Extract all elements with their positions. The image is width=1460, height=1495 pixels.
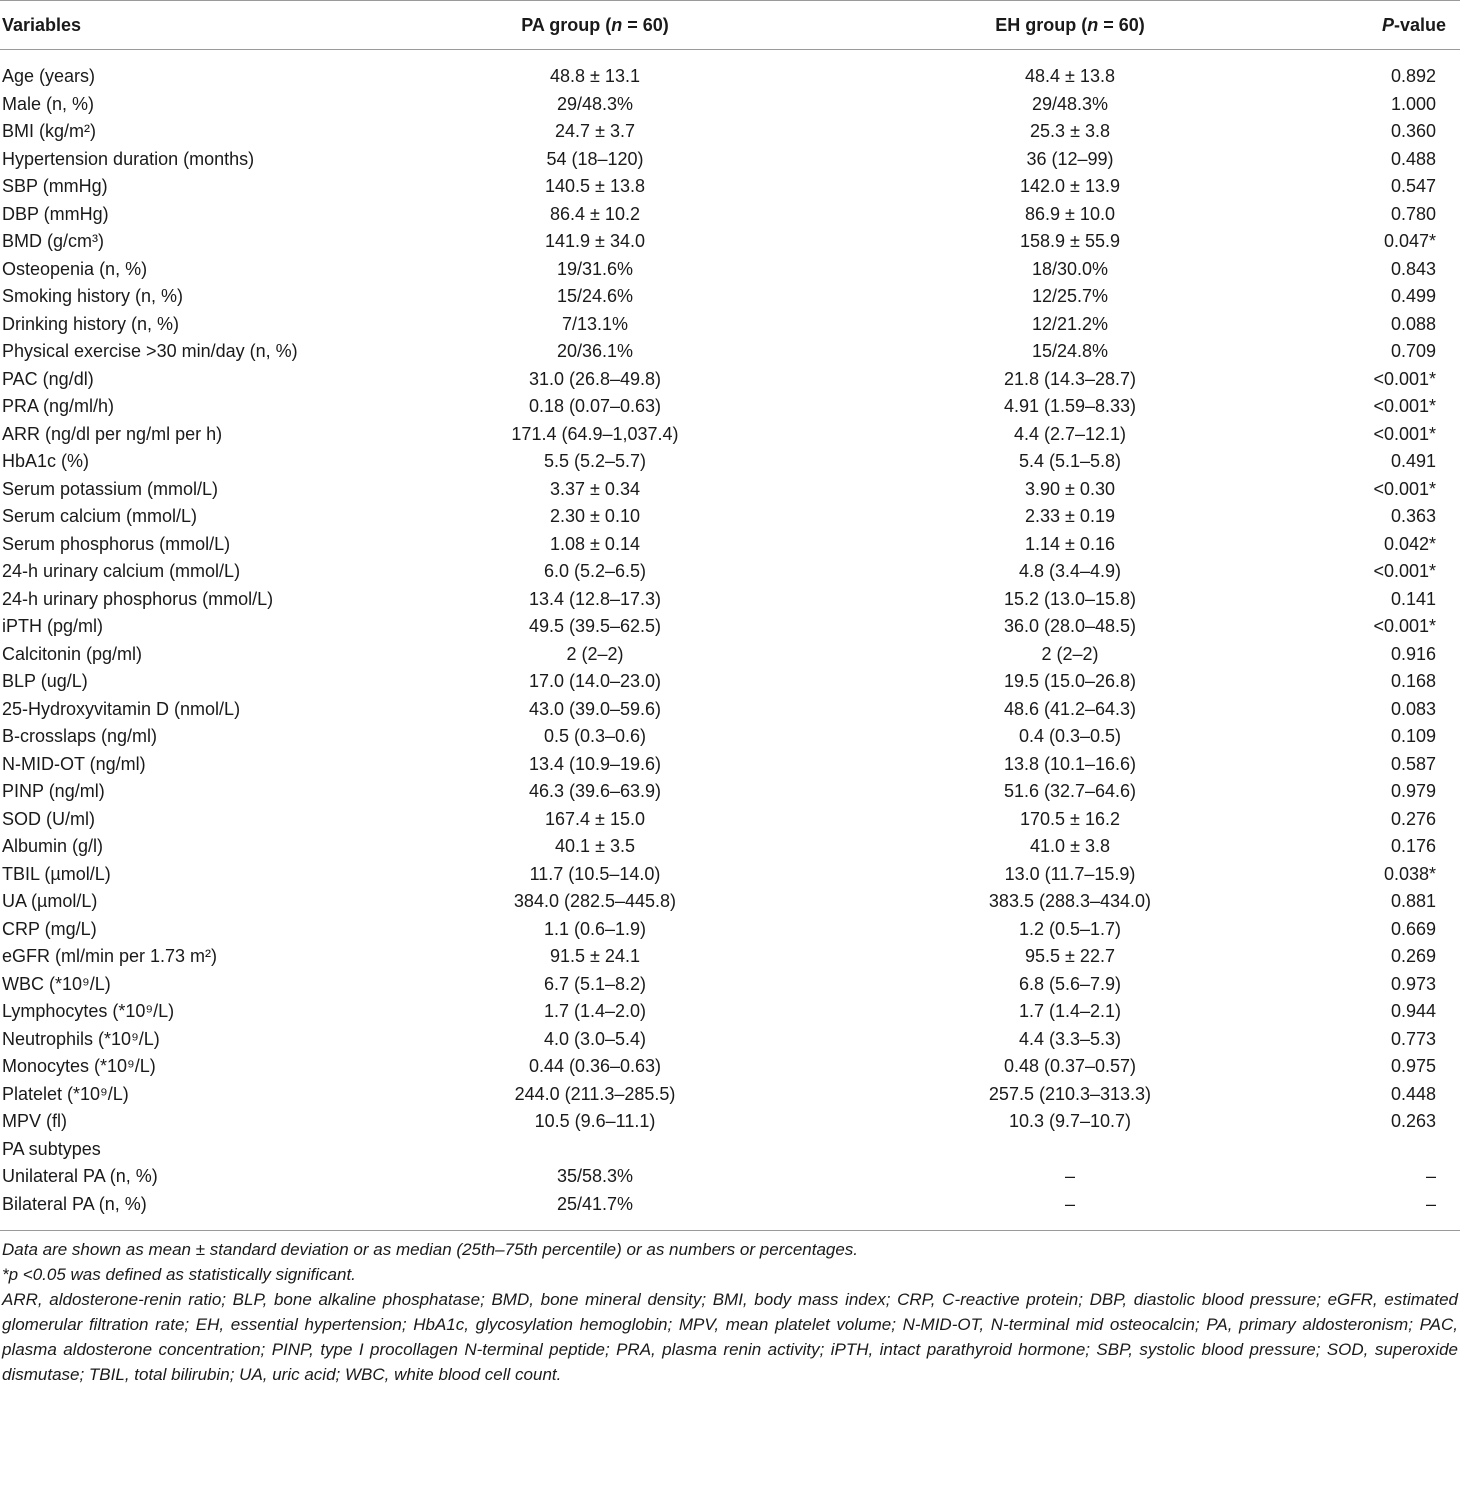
- variable-cell: Lymphocytes (*10⁹/L): [2, 1001, 175, 1021]
- header-p-italic: P: [1381, 14, 1394, 35]
- variable-cell: B-crosslaps (ng/ml): [2, 726, 158, 746]
- variable-cell: Serum phosphorus (mmol/L): [2, 533, 231, 554]
- variable-cell: 24-h urinary calcium (mmol/L): [2, 561, 241, 581]
- eh-group-cell: 257.5 (210.3–313.3): [988, 1083, 1152, 1104]
- p-value-cell: 0.587: [1390, 753, 1436, 774]
- table-row: [0, 146, 1460, 174]
- pa-group-cell: 24.7 ± 3.7: [555, 121, 635, 141]
- table-row: [0, 1081, 1460, 1109]
- eh-group-cell: 13.0 (11.7–15.9): [1004, 863, 1136, 884]
- pa-group-cell: 1.1 (0.6–1.9): [543, 918, 647, 939]
- table-row: [0, 888, 1460, 916]
- header-eh-label: EH group (: [995, 14, 1088, 35]
- table-body: [0, 50, 1460, 1231]
- table-row: [0, 1191, 1460, 1231]
- eh-group-cell: 41.0 ± 3.8: [1030, 836, 1110, 856]
- table-row: [0, 201, 1460, 229]
- eh-group-cell: 36 (12–99): [1026, 148, 1114, 169]
- table-row: [0, 696, 1460, 724]
- variable-cell: 24-h urinary phosphorus (mmol/L): [2, 588, 274, 609]
- table-row: [0, 998, 1460, 1026]
- pa-group-cell: 7/13.1%: [561, 313, 629, 334]
- p-value-cell: 0.263: [1390, 1111, 1436, 1131]
- table-row: [0, 1163, 1460, 1191]
- variable-cell: Bilateral PA (n, %): [0, 1191, 330, 1231]
- pa-group-cell: 4.0 (3.0–5.4): [543, 1028, 647, 1049]
- eh-group-cell: 3.90 ± 0.30: [1025, 478, 1115, 499]
- variable-cell: eGFR (ml/min per 1.73 m²): [2, 946, 218, 966]
- header-pa-group: [330, 1, 860, 50]
- variable-cell: Osteopenia (n, %): [2, 258, 148, 279]
- eh-group-cell: 86.9 ± 10.0: [1025, 203, 1115, 224]
- eh-group-cell: 0.48 (0.37–0.57): [1003, 1056, 1137, 1076]
- variable-cell: Unilateral PA (n, %): [2, 1166, 158, 1186]
- p-value-cell: 0.916: [1390, 643, 1436, 664]
- pa-group-cell: 46.3 (39.6–63.9): [528, 781, 662, 801]
- pa-group-cell: 0.18 (0.07–0.63): [528, 396, 662, 416]
- eh-group-cell: 12/25.7%: [1031, 286, 1109, 306]
- table-row: [0, 421, 1460, 449]
- pa-group-cell: 49.5 (39.5–62.5): [528, 616, 662, 636]
- pa-group-cell: 0.5 (0.3–0.6): [543, 726, 647, 746]
- variable-cell: Neutrophils (*10⁹/L): [2, 1028, 160, 1049]
- p-value-cell: 0.276: [1390, 808, 1436, 829]
- pa-group-cell: 25/41.7%: [330, 1191, 860, 1231]
- p-value-cell: 0.547: [1390, 176, 1436, 196]
- pa-group-cell: 54 (18–120): [546, 148, 644, 169]
- p-value-cell: 0.176: [1390, 836, 1436, 856]
- p-value-cell: 0.088: [1390, 313, 1436, 334]
- eh-group-cell: 4.4 (3.3–5.3): [1018, 1028, 1122, 1049]
- variable-cell: Smoking history (n, %): [2, 286, 184, 306]
- table-row: [0, 943, 1460, 971]
- table-row: [0, 393, 1460, 421]
- variable-cell: Male (n, %): [2, 93, 95, 114]
- pa-group-cell: 6.7 (5.1–8.2): [543, 973, 647, 994]
- p-value-cell: 0.881: [1390, 891, 1436, 911]
- eh-group-cell: 25.3 ± 3.8: [1030, 121, 1110, 141]
- p-value-cell: <0.001*: [1373, 423, 1436, 444]
- table-row: [0, 366, 1460, 394]
- pa-group-cell: 13.4 (12.8–17.3): [528, 588, 662, 609]
- pa-group-cell: 5.5 (5.2–5.7): [543, 451, 647, 471]
- pa-group-cell: 31.0 (26.8–49.8): [528, 368, 662, 389]
- header-row: [0, 1, 1460, 50]
- variable-cell: Physical exercise >30 min/day (n, %): [2, 341, 298, 361]
- p-value-cell: –: [1425, 1166, 1436, 1186]
- pa-group-cell: 2 (2–2): [566, 643, 624, 664]
- table-row: [0, 641, 1460, 669]
- header-pa-n: n: [611, 14, 623, 35]
- eh-group-cell: 10.3 (9.7–10.7): [1008, 1111, 1132, 1131]
- header-eh-group: [860, 1, 1280, 50]
- variable-cell: Hypertension duration (months): [2, 148, 255, 169]
- pa-group-cell: 384.0 (282.5–445.8): [513, 891, 677, 911]
- p-value-cell: 0.109: [1390, 726, 1436, 746]
- table-row: [0, 861, 1460, 889]
- p-value-cell: <0.001*: [1373, 478, 1436, 499]
- eh-group-cell: 51.6 (32.7–64.6): [1003, 781, 1137, 801]
- table-row: [0, 1108, 1460, 1136]
- pa-group-cell: 3.37 ± 0.34: [550, 478, 640, 499]
- variable-cell: BMD (g/cm³): [2, 231, 104, 251]
- table-row: [0, 448, 1460, 476]
- header-variables: Variables: [0, 1, 330, 50]
- eh-group-cell: 6.8 (5.6–7.9): [1018, 973, 1122, 994]
- eh-group-cell: 13.8 (10.1–16.6): [1003, 753, 1137, 774]
- pa-group-cell: 171.4 (64.9–1,037.4): [511, 423, 679, 444]
- pa-group-cell: 40.1 ± 3.5: [555, 836, 635, 856]
- pa-group-cell: 0.44 (0.36–0.63): [528, 1056, 662, 1076]
- pa-group-cell: 244.0 (211.3–285.5): [514, 1083, 676, 1104]
- variable-cell: N-MID-OT (ng/ml): [2, 753, 146, 774]
- variable-cell: WBC (*10⁹/L): [2, 973, 111, 994]
- eh-group-cell: –: [1064, 1166, 1075, 1186]
- p-value-cell: 0.491: [1390, 451, 1436, 471]
- variable-cell: UA (µmol/L): [2, 891, 98, 911]
- table-row: [0, 1136, 1460, 1164]
- p-value-cell: 0.843: [1390, 258, 1436, 279]
- variable-cell: DBP (mmHg): [2, 203, 109, 224]
- table-row: [0, 50, 1460, 91]
- p-value-cell: <0.001*: [1373, 561, 1436, 581]
- eh-group-cell: 19.5 (15.0–26.8): [1003, 671, 1137, 691]
- eh-group-cell: 21.8 (14.3–28.7): [1003, 368, 1137, 389]
- eh-group-cell: 4.91 (1.59–8.33): [1003, 396, 1137, 416]
- eh-group-cell: –: [860, 1191, 1280, 1231]
- variable-cell: PA subtypes: [2, 1138, 101, 1159]
- pa-group-cell: 43.0 (39.0–59.6): [528, 698, 662, 719]
- pa-group-cell: 6.0 (5.2–6.5): [543, 561, 647, 581]
- eh-group-cell: 15/24.8%: [1031, 341, 1109, 361]
- table-row: [0, 531, 1460, 559]
- header-pa-label: PA group (: [521, 14, 612, 35]
- variable-cell: PAC (ng/dl): [2, 368, 94, 389]
- pa-group-cell: 13.4 (10.9–19.6): [528, 753, 662, 774]
- pa-group-cell: 17.0 (14.0–23.0): [528, 671, 662, 691]
- eh-group-cell: 4.4 (2.7–12.1): [1013, 423, 1127, 444]
- p-value-cell: 0.488: [1390, 148, 1436, 169]
- variable-cell: PRA (ng/ml/h): [2, 396, 115, 416]
- pa-group-cell: 11.7 (10.5–14.0): [529, 863, 661, 884]
- significance-note: *p <0.05 was defined as statistically significant.: [2, 1265, 356, 1284]
- eh-group-cell: [860, 1136, 1280, 1164]
- table-row: [0, 916, 1460, 944]
- pa-group-cell: 48.8 ± 13.1: [550, 66, 640, 86]
- eh-group-cell: 36.0 (28.0–48.5): [1003, 616, 1137, 636]
- header-eh-n: n: [1087, 14, 1099, 35]
- pa-group-cell: 20/36.1%: [556, 341, 634, 361]
- pa-group-cell: 19/31.6%: [556, 258, 634, 279]
- p-value-cell: 0.363: [1390, 506, 1436, 526]
- p-value-cell: 0.979: [1390, 781, 1436, 801]
- table-row: [0, 751, 1460, 779]
- p-value-cell: 0.038*: [1383, 863, 1436, 884]
- eh-group-cell: 0.4 (0.3–0.5): [1018, 726, 1122, 746]
- p-value-cell: 0.973: [1390, 973, 1436, 994]
- variable-cell: PINP (ng/ml): [2, 781, 105, 801]
- p-value-cell: 0.709: [1390, 341, 1436, 361]
- variable-cell: BLP (ug/L): [2, 671, 88, 691]
- p-value-cell: <0.001*: [1373, 396, 1436, 416]
- eh-group-cell: 48.6 (41.2–64.3): [1003, 698, 1137, 719]
- eh-group-cell: 2 (2–2): [1041, 643, 1099, 664]
- eh-group-cell: 15.2 (13.0–15.8): [1003, 588, 1137, 609]
- eh-group-cell: 12/21.2%: [1031, 313, 1109, 334]
- pa-group-cell: 91.5 ± 24.1: [550, 946, 640, 966]
- table-row: [0, 558, 1460, 586]
- p-value-cell: 0.141: [1390, 588, 1436, 609]
- eh-group-cell: 95.5 ± 22.7: [1025, 946, 1115, 966]
- p-value-cell: 0.944: [1390, 1001, 1436, 1021]
- eh-group-cell: 48.4 ± 13.8: [1025, 66, 1115, 86]
- p-value-cell: 0.773: [1390, 1028, 1436, 1049]
- variable-cell: Age (years): [2, 66, 96, 86]
- eh-group-cell: 1.14 ± 0.16: [1025, 533, 1115, 554]
- variable-cell: 25-Hydroxyvitamin D (nmol/L): [2, 698, 241, 719]
- eh-group-cell: 158.9 ± 55.9: [1020, 231, 1120, 251]
- table-row: [0, 91, 1460, 119]
- p-value-cell: 0.448: [1390, 1083, 1436, 1104]
- pa-group-cell: 29/48.3%: [556, 93, 634, 114]
- table-row: [0, 311, 1460, 339]
- table-footnotes: [0, 1231, 1460, 1387]
- pa-group-cell: 15/24.6%: [556, 286, 634, 306]
- table-row: [0, 118, 1460, 146]
- pa-group-cell: 2.30 ± 0.10: [550, 506, 640, 526]
- p-value-cell: 0.669: [1390, 918, 1436, 939]
- p-value-cell: 0.042*: [1383, 533, 1436, 554]
- table-header: [0, 1, 1460, 50]
- eh-group-cell: 1.2 (0.5–1.7): [1018, 918, 1122, 939]
- pa-group-cell: 167.4 ± 15.0: [545, 808, 645, 829]
- eh-group-cell: 142.0 ± 13.9: [1020, 176, 1120, 196]
- p-value-cell: 0.499: [1390, 286, 1436, 306]
- p-value-cell: 0.975: [1390, 1056, 1436, 1076]
- variable-cell: SOD (U/ml): [2, 808, 95, 829]
- pa-group-cell: 86.4 ± 10.2: [550, 203, 640, 224]
- table-row: [0, 283, 1460, 311]
- pa-group-cell: [330, 1136, 860, 1164]
- pa-group-cell: 141.9 ± 34.0: [545, 231, 645, 251]
- table-row: [0, 1053, 1460, 1081]
- p-value-cell: <0.001*: [1373, 368, 1436, 389]
- table-row: [0, 971, 1460, 999]
- p-value-cell: 0.269: [1390, 946, 1436, 966]
- pa-group-cell: 1.08 ± 0.14: [550, 533, 640, 554]
- variable-cell: CRP (mg/L): [2, 918, 97, 939]
- pa-group-cell: 1.7 (1.4–2.0): [543, 1001, 647, 1021]
- table-row: [0, 586, 1460, 614]
- table-row: [0, 173, 1460, 201]
- table-row: [0, 833, 1460, 861]
- variable-cell: iPTH (pg/ml): [2, 616, 104, 636]
- header-p-rest: -value: [1393, 14, 1446, 35]
- pa-group-cell: 35/58.3%: [556, 1166, 634, 1186]
- table-row: [0, 723, 1460, 751]
- table-row: [0, 778, 1460, 806]
- eh-group-cell: 170.5 ± 16.2: [1020, 808, 1120, 829]
- pa-group-cell: 10.5 (9.6–11.1): [534, 1111, 656, 1131]
- pa-group-cell: 140.5 ± 13.8: [545, 176, 645, 196]
- table-row: [0, 668, 1460, 696]
- variable-cell: Albumin (g/l): [2, 836, 104, 856]
- header-eh-n-value: = 60): [1098, 14, 1145, 35]
- p-value-cell: 0.168: [1390, 671, 1436, 691]
- eh-group-cell: 1.7 (1.4–2.1): [1018, 1001, 1122, 1021]
- eh-group-cell: 29/48.3%: [1031, 93, 1109, 114]
- eh-group-cell: 4.8 (3.4–4.9): [1018, 561, 1122, 581]
- eh-group-cell: 18/30.0%: [1031, 258, 1109, 279]
- data-note: Data are shown as mean ± standard deviation or as median (25th–75th percentile) or as numbers or percentages.: [2, 1240, 859, 1259]
- variable-cell: BMI (kg/m²): [2, 121, 96, 141]
- header-p-value: [1280, 1, 1460, 50]
- variable-cell: SBP (mmHg): [2, 176, 108, 196]
- eh-group-cell: 5.4 (5.1–5.8): [1018, 451, 1122, 471]
- variable-cell: HbA1c (%): [2, 451, 90, 471]
- p-value-cell: <0.001*: [1373, 616, 1436, 636]
- variable-cell: Serum calcium (mmol/L): [2, 506, 198, 526]
- variable-cell: Drinking history (n, %): [2, 313, 180, 334]
- p-value-cell: [1280, 1136, 1460, 1164]
- table-row: [0, 613, 1460, 641]
- variable-cell: Platelet (*10⁹/L): [2, 1083, 129, 1104]
- header-pa-n-value: = 60): [622, 14, 669, 35]
- p-value-cell: 1.000: [1390, 93, 1436, 114]
- table-row: [0, 476, 1460, 504]
- variable-cell: Serum potassium (mmol/L): [2, 478, 219, 499]
- table-row: [0, 338, 1460, 366]
- abbreviations-note: ARR, aldosterone-renin ratio; BLP, bone alkaline phosphatase; BMD, bone mineral density; BMI, body mass index; CRP, C-reactive protein; DBP, diastolic blood pressure; eGFR, estimated glomerular filtration rate; EH, essential hypertension; HbA1c, glycosylation hemoglobin; MPV, mean platelet volume; N-MID-OT, N-terminal mid osteocalcin; PA, primary aldosteronism; PAC, plasma aldosterone concentration; PINP, type I procollagen N-terminal peptide; PRA, plasma renin activity; iPTH, intact parathyroid hormone; SBP, systolic blood pressure; SOD, superoxide dismutase; TBIL, total bilirubin; UA, uric acid; WBC, white blood cell count.: [2, 1290, 1458, 1384]
- variable-cell: TBIL (µmol/L): [2, 863, 111, 884]
- p-value-cell: 0.360: [1390, 121, 1436, 141]
- eh-group-cell: 2.33 ± 0.19: [1025, 506, 1115, 526]
- p-value-cell: 0.083: [1390, 698, 1436, 719]
- table-row: [0, 1026, 1460, 1054]
- table-row: [0, 806, 1460, 834]
- variable-cell: ARR (ng/dl per ng/ml per h): [2, 423, 223, 444]
- p-value-cell: 0.047*: [1383, 231, 1436, 251]
- variable-cell: MPV (fl): [2, 1111, 67, 1131]
- p-value-cell: 0.780: [1390, 203, 1436, 224]
- p-value-cell: –: [1280, 1191, 1460, 1231]
- variable-cell: Calcitonin (pg/ml): [2, 643, 143, 664]
- variable-cell: Monocytes (*10⁹/L): [2, 1056, 156, 1076]
- table-row: [0, 228, 1460, 256]
- table-row: [0, 256, 1460, 284]
- eh-group-cell: 383.5 (288.3–434.0): [988, 891, 1152, 911]
- p-value-cell: 0.892: [1390, 66, 1436, 86]
- table-row: [0, 503, 1460, 531]
